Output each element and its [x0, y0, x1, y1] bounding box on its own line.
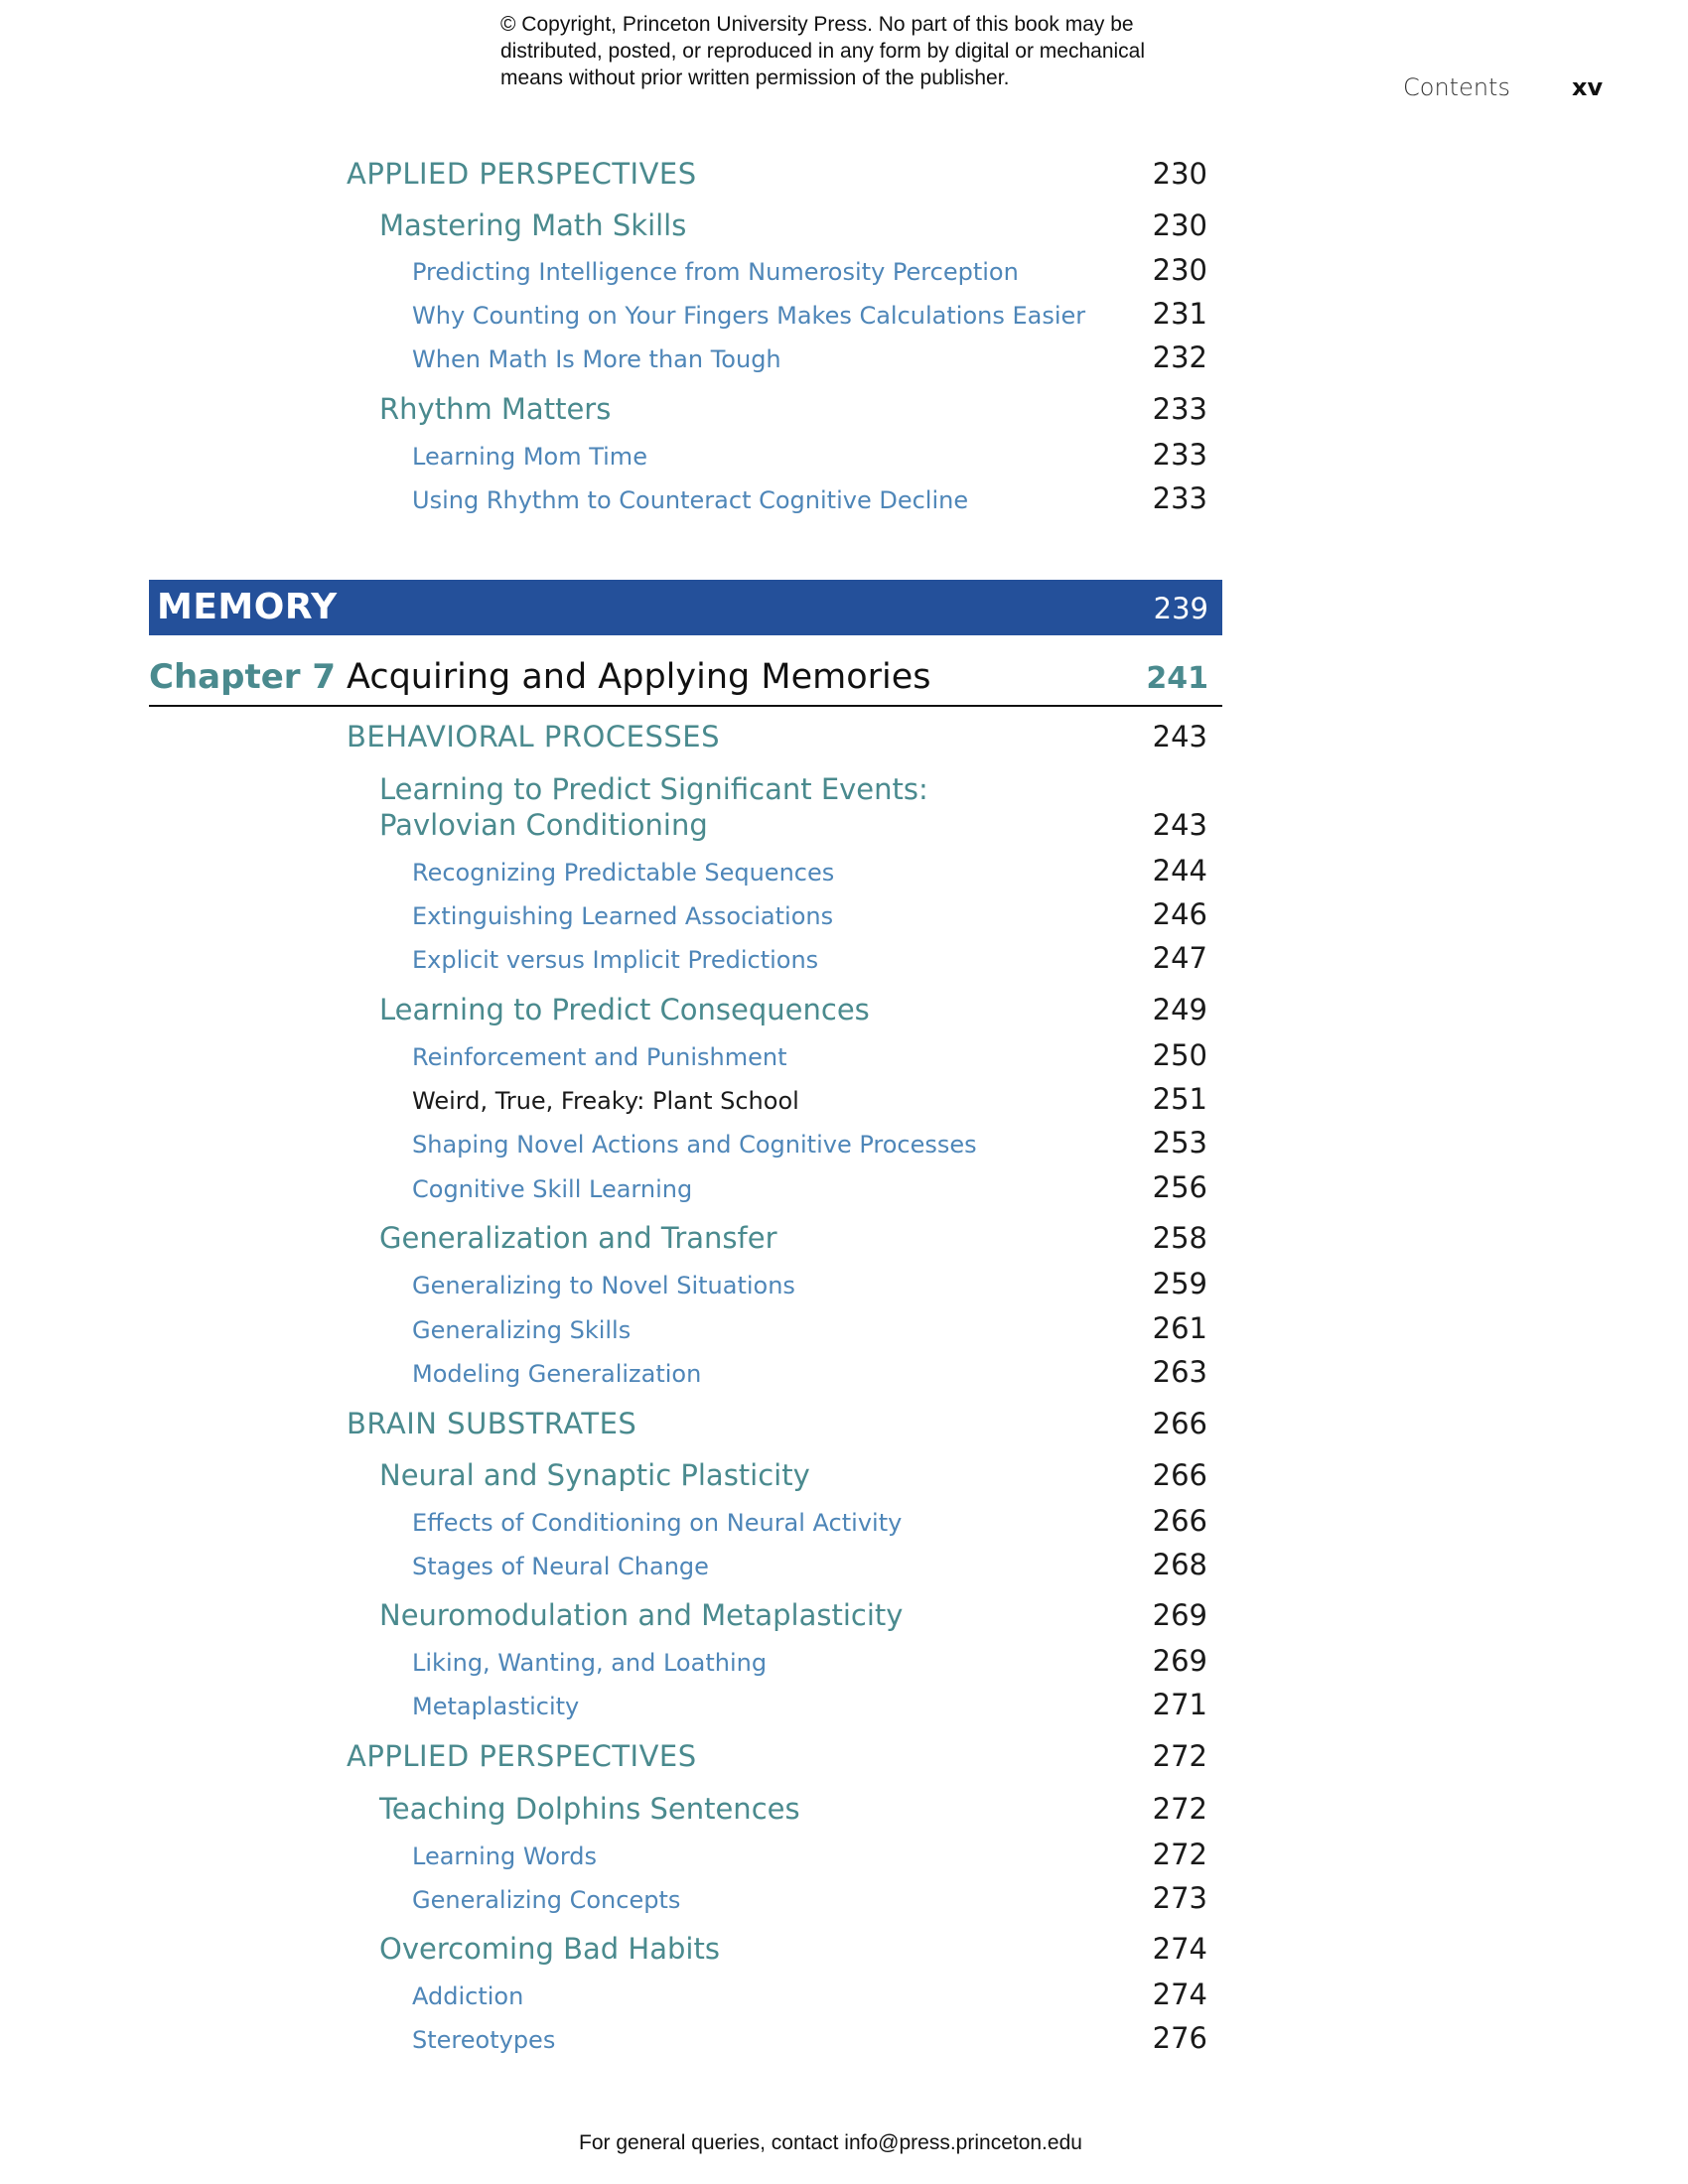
toc-page-number: 244: [1152, 854, 1207, 887]
toc-topic[interactable]: Explicit versus Implicit Predictions: [412, 946, 819, 974]
toc-topic[interactable]: Using Rhythm to Counteract Cognitive Decline: [412, 486, 969, 514]
toc-topic[interactable]: Metaplasticity: [412, 1693, 580, 1720]
running-head-title: Contents: [1403, 73, 1510, 101]
running-head-page: xv: [1572, 73, 1604, 101]
toc-page-number: 246: [1152, 897, 1207, 931]
footer-contact: For general queries, contact info@press.princeton.edu: [579, 2131, 1082, 2154]
toc-subsection[interactable]: Neuromodulation and Metaplasticity: [379, 1598, 904, 1632]
toc-topic[interactable]: Extinguishing Learned Associations: [412, 902, 834, 930]
toc-topic[interactable]: Stages of Neural Change: [412, 1553, 709, 1580]
toc-topic[interactable]: Effects of Conditioning on Neural Activity: [412, 1509, 903, 1537]
toc-section-heading[interactable]: APPLIED PERSPECTIVES: [347, 157, 697, 191]
toc-topic[interactable]: Addiction: [412, 1982, 524, 2010]
toc-page-number: 232: [1152, 341, 1207, 374]
toc-page-number: 243: [1152, 720, 1207, 753]
toc-subsection[interactable]: Learning to Predict Significant Events:: [379, 772, 928, 806]
toc-topic[interactable]: Stereotypes: [412, 2026, 556, 2054]
toc-page-number: 274: [1152, 1978, 1207, 2011]
toc-page-number: 263: [1152, 1355, 1207, 1389]
toc-page-number: 268: [1152, 1548, 1207, 1581]
toc-page-number: 272: [1152, 1792, 1207, 1826]
toc-subsection[interactable]: Teaching Dolphins Sentences: [379, 1792, 800, 1826]
toc-page-number: 251: [1152, 1082, 1207, 1116]
toc-page-number: 250: [1152, 1038, 1207, 1072]
toc-topic[interactable]: Generalizing Concepts: [412, 1886, 681, 1914]
copyright-notice: [500, 11, 1215, 91]
toc-subsection[interactable]: Mastering Math Skills: [379, 208, 687, 242]
part-banner[interactable]: [149, 580, 1222, 635]
toc-page-number: 272: [1152, 1838, 1207, 1871]
part-page-number: 239: [1153, 592, 1208, 625]
toc-topic[interactable]: Modeling Generalization: [412, 1360, 702, 1388]
toc-subsection[interactable]: Pavlovian Conditioning: [379, 808, 708, 842]
toc-subsection[interactable]: Generalization and Transfer: [379, 1221, 777, 1255]
toc-topic[interactable]: Cognitive Skill Learning: [412, 1175, 693, 1203]
toc-page-number: 253: [1152, 1126, 1207, 1160]
toc-page-number: 266: [1152, 1504, 1207, 1538]
toc-page-number: 247: [1152, 941, 1207, 975]
copyright-line: means without prior written permission of the publisher.: [500, 67, 1010, 89]
chapter-heading[interactable]: [149, 655, 1222, 707]
toc-page-number: 233: [1152, 392, 1207, 426]
toc-subsection[interactable]: Neural and Synaptic Plasticity: [379, 1458, 810, 1492]
toc-topic[interactable]: Predicting Intelligence from Numerosity Perception: [412, 258, 1019, 286]
toc-page-number: 233: [1152, 438, 1207, 472]
toc-topic[interactable]: Liking, Wanting, and Loathing: [412, 1649, 768, 1677]
toc-page-number: 272: [1152, 1739, 1207, 1773]
chapter-page-number: 241: [1146, 661, 1208, 696]
toc-topic[interactable]: Reinforcement and Punishment: [412, 1043, 787, 1071]
toc-topic[interactable]: Learning Words: [412, 1843, 598, 1870]
toc-page-number: 258: [1152, 1221, 1207, 1255]
toc-subsection[interactable]: Rhythm Matters: [379, 392, 612, 426]
toc-topic[interactable]: When Math Is More than Tough: [412, 345, 781, 373]
toc-page-number: 276: [1152, 2021, 1207, 2055]
toc-page-number: 249: [1152, 993, 1207, 1026]
toc-page-number: 230: [1152, 157, 1207, 191]
toc-feature-box[interactable]: Weird, True, Freaky: Plant School: [412, 1087, 799, 1115]
toc-topic[interactable]: Why Counting on Your Fingers Makes Calculations Easier: [412, 302, 1086, 330]
toc-page-number: 269: [1152, 1644, 1207, 1678]
toc-page-number: 233: [1152, 481, 1207, 515]
toc-section-heading[interactable]: APPLIED PERSPECTIVES: [347, 1739, 697, 1773]
toc-page-number: 243: [1152, 808, 1207, 842]
toc-subsection[interactable]: Learning to Predict Consequences: [379, 993, 870, 1026]
toc-page-number: 266: [1152, 1407, 1207, 1440]
toc-page-number: 230: [1152, 253, 1207, 287]
toc-topic[interactable]: Learning Mom Time: [412, 443, 647, 471]
toc-topic[interactable]: Generalizing to Novel Situations: [412, 1272, 795, 1299]
toc-topic[interactable]: Shaping Novel Actions and Cognitive Processes: [412, 1131, 977, 1159]
toc-page-number: 230: [1152, 208, 1207, 242]
toc-topic[interactable]: Recognizing Predictable Sequences: [412, 859, 835, 887]
toc-page-number: 256: [1152, 1170, 1207, 1204]
toc-subsection[interactable]: Overcoming Bad Habits: [379, 1932, 720, 1966]
toc-page-number: 231: [1152, 297, 1207, 331]
toc-page-number: 266: [1152, 1458, 1207, 1492]
toc-section-heading[interactable]: BRAIN SUBSTRATES: [347, 1407, 637, 1440]
chapter-title: Acquiring and Applying Memories: [347, 657, 931, 697]
copyright-line: © Copyright, Princeton University Press. No part of this book may be: [500, 13, 1134, 36]
toc-page-number: 259: [1152, 1267, 1207, 1300]
toc-page-number: 269: [1152, 1598, 1207, 1632]
toc-page-number: 274: [1152, 1932, 1207, 1966]
toc-page-number: 271: [1152, 1688, 1207, 1721]
toc-topic[interactable]: Generalizing Skills: [412, 1316, 632, 1344]
toc-page-number: 261: [1152, 1311, 1207, 1345]
part-title: MEMORY: [157, 587, 338, 627]
chapter-label: Chapter 7: [149, 657, 337, 697]
toc-section-heading[interactable]: BEHAVIORAL PROCESSES: [347, 720, 720, 753]
toc-page-number: 273: [1152, 1881, 1207, 1915]
copyright-line: distributed, posted, or reproduced in any form by digital or mechanical: [500, 40, 1146, 63]
